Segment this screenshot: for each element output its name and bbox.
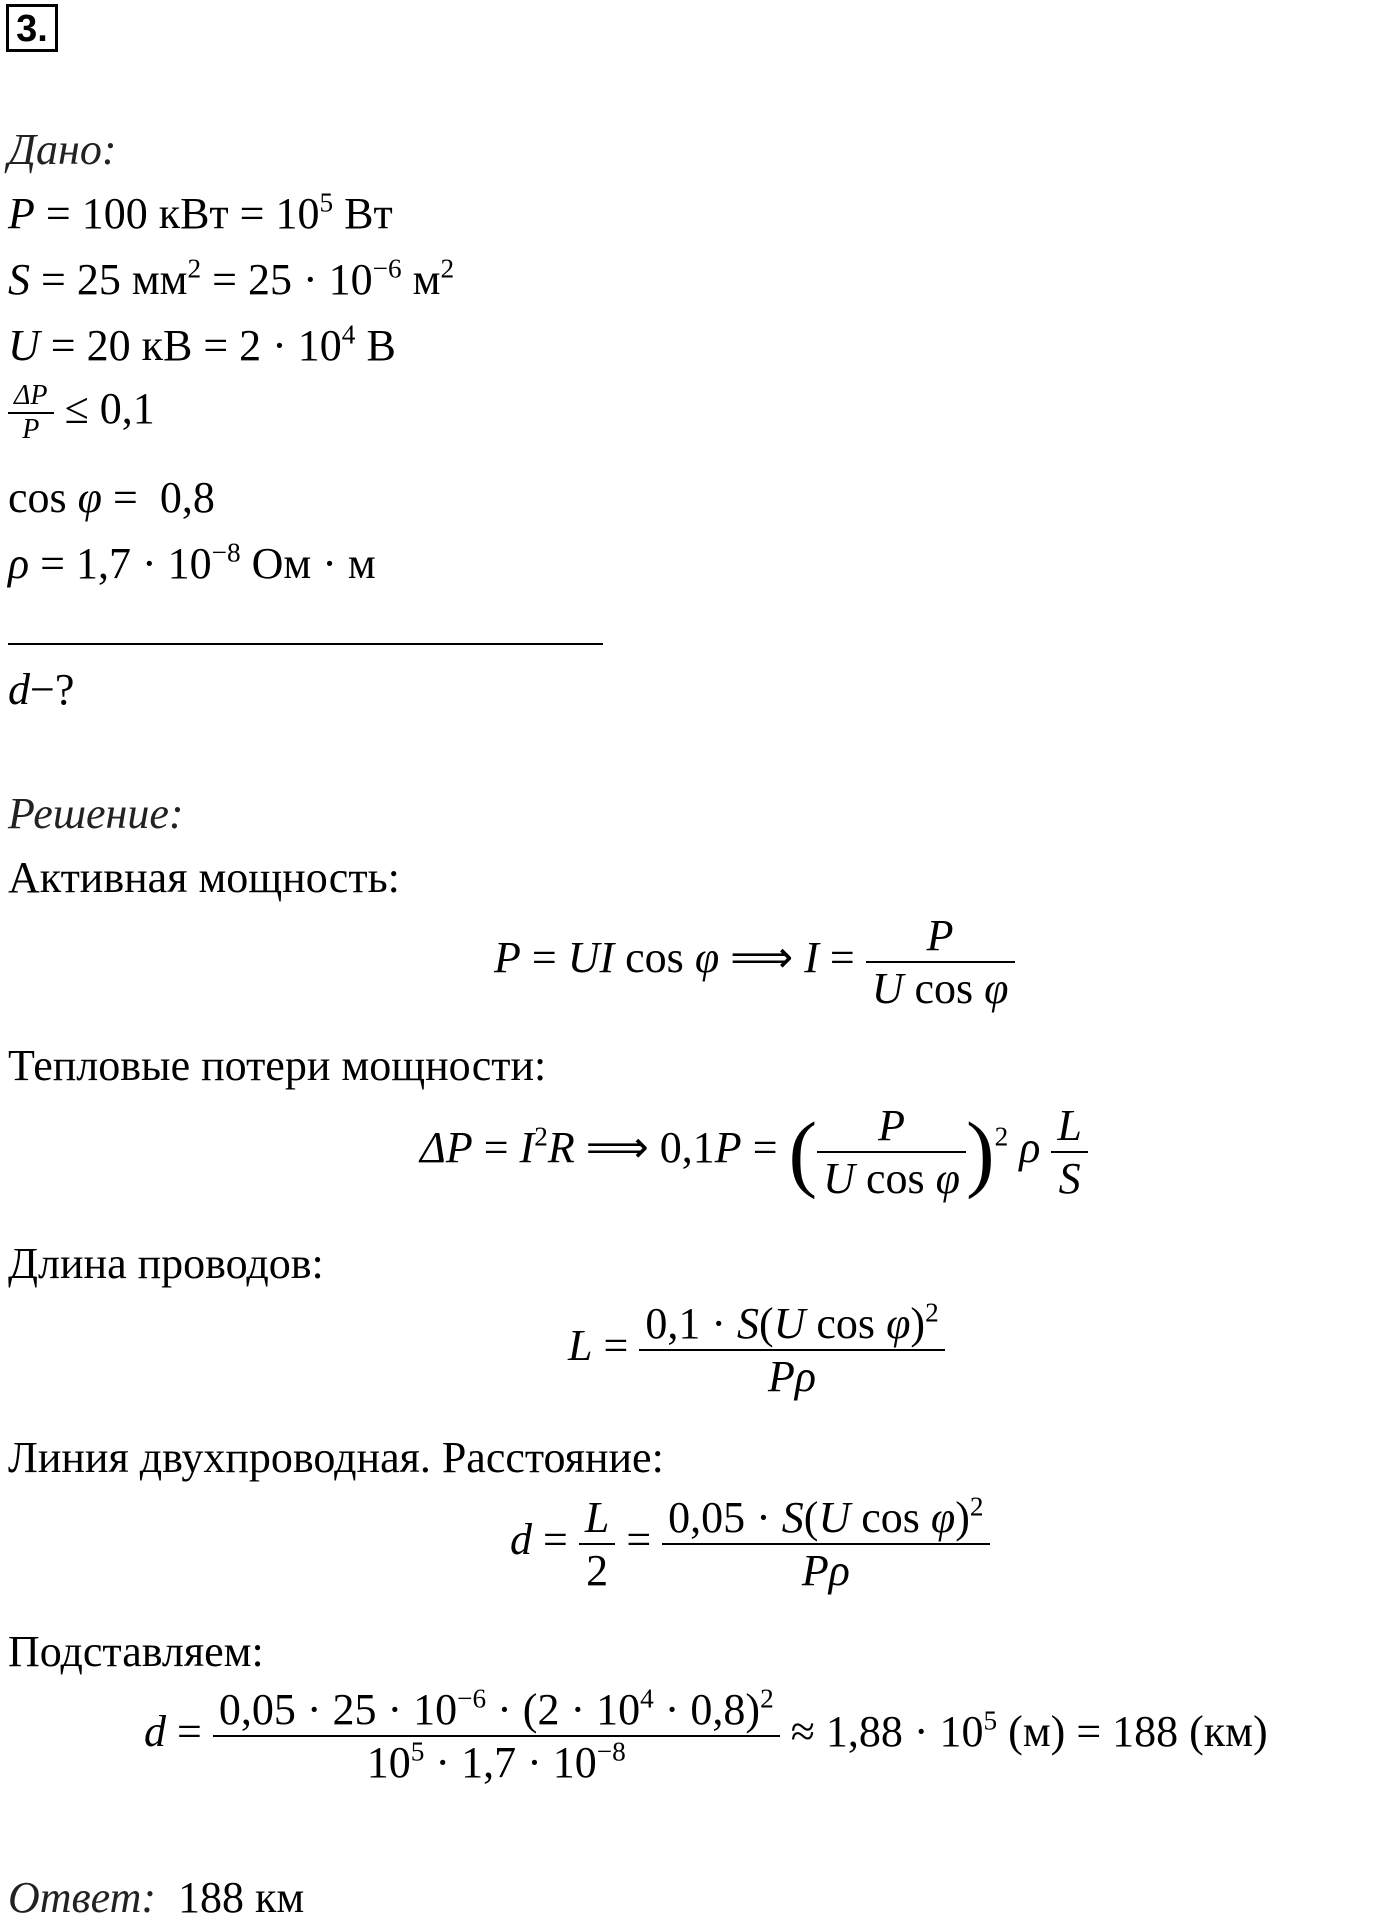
- step-5-formula: d = $\frac{0,05 \cdot 25 \cdot 10^{-6} \cdot (2 \cdot 10^4 \cdot 0,8)^2}{10^5 \cdot 1,7 \cdot 10^{-8}}$ ≈ $1,88 \cdot 10^5$ (м) = 188 (км): [144, 1683, 1268, 1787]
- substitution-fraction: $\frac{0,05 \cdot 25 \cdot 10^{-6} \cdot (2 \cdot 10^4 \cdot 0,8)^2}{10^5 \cdot 1,7 \cdot 10^{-8}}$: [213, 1684, 780, 1788]
- step-1-text: Активная мощность:: [8, 853, 400, 902]
- distance-fraction: $\frac{0,05 \cdot S(U \cos \varphi)^2}{P\rho}$: [662, 1492, 989, 1596]
- step-5-text: Подставляем:: [8, 1627, 264, 1676]
- wire-length-fraction: $\frac{0,1 \cdot S(U \cos \varphi)^2}{P\rho}$: [639, 1298, 944, 1402]
- answer-label: Ответ:: [8, 1873, 157, 1922]
- step-2-text: Тепловые потери мощности:: [8, 1041, 547, 1090]
- given-line-loss-ratio: $\frac{\Delta P}{P}$ ≤ 0,1: [8, 380, 155, 446]
- answer-value: 188 км: [178, 1873, 305, 1922]
- step-4-text: Линия двухпроводная. Расстояние:: [8, 1433, 664, 1482]
- length-area-fraction: $\frac{L}{S}$: [1051, 1100, 1087, 1204]
- given-line-voltage: U = 20 кВ = $2 \cdot 10^4$ В: [8, 319, 396, 370]
- answer-label-text: Ответ: [8, 1873, 142, 1922]
- solution-label-text: Решение: [8, 789, 169, 838]
- given-label-text: Дано: [8, 125, 102, 174]
- find-line: d−?: [8, 665, 75, 714]
- step-3-text: Длина проводов:: [8, 1239, 324, 1288]
- given-line-resistivity: $\rho = 1,7 \cdot 10^{-8}$ Ом · м: [8, 537, 376, 588]
- step-4-formula: d = $\frac{L}{2}$ = $\frac{0,05 \cdot S(U \cos \varphi)^2}{P\rho}$: [510, 1492, 990, 1596]
- solution-label: Решение:: [8, 789, 184, 838]
- step-1-formula: P = UI cos φ ⟹ I = $\frac{P}{\text{U cos φ}}$: [494, 910, 1015, 1014]
- given-label: Дано:: [8, 125, 117, 174]
- problem-number: 3.: [6, 4, 58, 52]
- power-fraction: $\frac{P}{\text{U cos φ}}$: [817, 1100, 966, 1204]
- step-2-formula: $\Delta P = I^2R$ ⟹ 0,1P = ( $\frac{P}{\text{U cos φ}}$ )$^2$ ρ $\frac{L}{S}$: [420, 1100, 1088, 1204]
- given-line-area: S = 25 $мм^2 = 25 \cdot 10^{-6}$ $м^2$: [8, 253, 455, 304]
- current-fraction: $\frac{P}{\text{U cos φ}}$: [866, 910, 1015, 1014]
- half-length-fraction: $\frac{L}{2}$: [579, 1492, 615, 1596]
- loss-ratio-fraction: $\frac{\Delta P}{P}$: [8, 380, 54, 446]
- given-line-cos: cos φ = 0,8: [8, 473, 215, 522]
- given-line-power: P = 100 кВт = $10^5$ Вт: [8, 187, 393, 238]
- given-divider: [8, 643, 603, 645]
- answer-line: [8, 1872, 304, 1923]
- step-3-formula: L = $\frac{0,1 \cdot S(U \cos \varphi)^2}{P\rho}$: [568, 1298, 945, 1402]
